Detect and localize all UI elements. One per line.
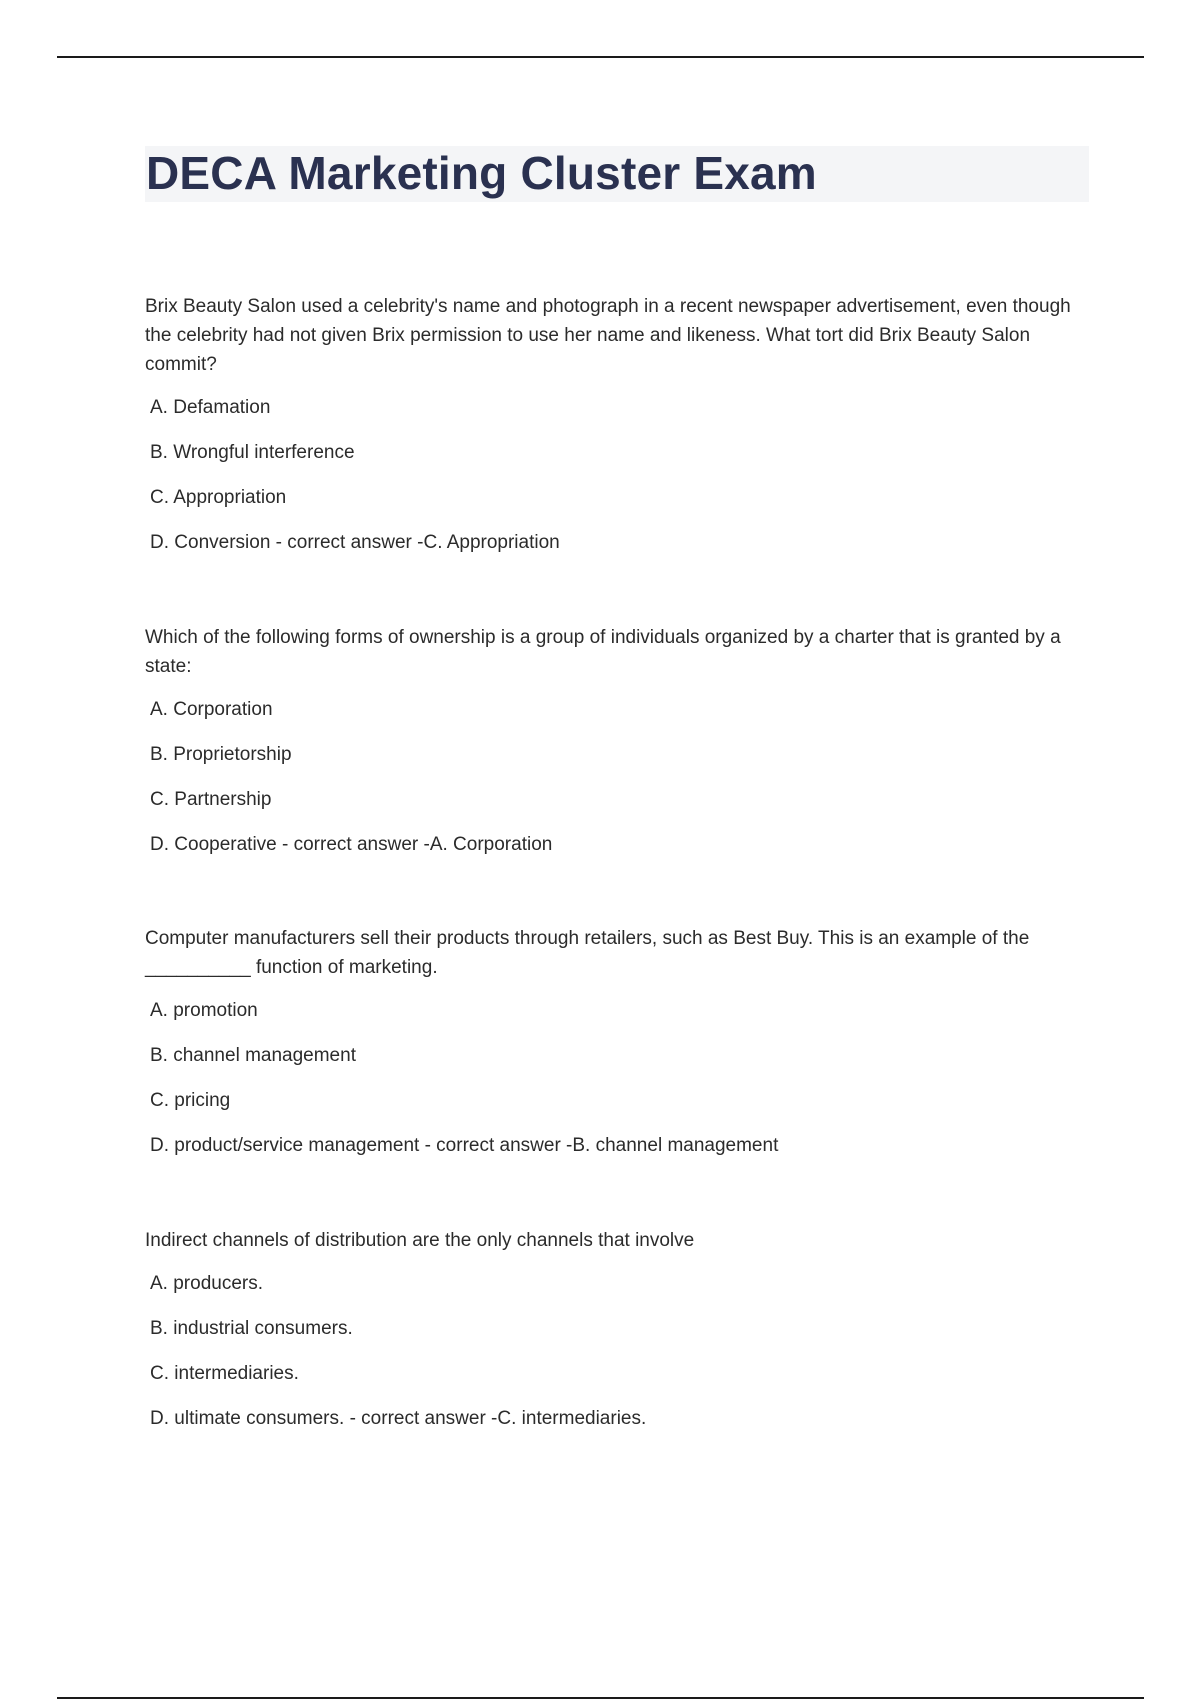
answer-option: B. Proprietorship [150, 744, 292, 765]
answer-option-with-key: D. ultimate consumers. - correct answer -C. intermediaries. [150, 1408, 647, 1429]
answer-option-with-key: D. product/service management - correct answer -B. channel management [150, 1135, 779, 1156]
answer-option: C. Appropriation [150, 487, 287, 508]
answer-options [145, 393, 1080, 557]
answer-options [145, 996, 1080, 1160]
question-stem: Brix Beauty Salon used a celebrity's name and photograph in a recent newspaper advertisement, even though the celebrity had not given Brix permission to use her name and likeness. What tort did Brix Beauty Salon commit? [145, 296, 1071, 375]
answer-option: B. industrial consumers. [150, 1318, 353, 1339]
bottom-divider [57, 1697, 1144, 1699]
answer-option-with-key: D. Conversion - correct answer -C. Appropriation [150, 532, 560, 553]
question-block [145, 1226, 1080, 1433]
answer-option: C. Partnership [150, 789, 272, 810]
question-stem: Which of the following forms of ownership is a group of individuals organized by a charter that is granted by a state: [145, 627, 1061, 677]
top-divider [57, 56, 1144, 58]
answer-option: A. Corporation [150, 699, 273, 720]
answer-option: B. channel management [150, 1045, 356, 1066]
answer-option: C. pricing [150, 1090, 231, 1111]
question-block [145, 292, 1080, 557]
question-block [145, 623, 1080, 859]
answer-option: C. intermediaries. [150, 1363, 299, 1384]
answer-options [145, 695, 1080, 859]
page-title: DECA Marketing Cluster Exam [146, 147, 817, 199]
answer-options [145, 1269, 1080, 1433]
question-stem: Computer manufacturers sell their products through retailers, such as Best Buy. This is an example of the __________ function of marketing. [145, 928, 1030, 978]
question-block [145, 924, 1080, 1160]
answer-option: A. promotion [150, 1000, 258, 1021]
answer-option: A. Defamation [150, 397, 271, 418]
answer-option: B. Wrongful interference [150, 442, 355, 463]
question-stem: Indirect channels of distribution are the only channels that involve [145, 1230, 695, 1251]
answer-option-with-key: D. Cooperative - correct answer -A. Corporation [150, 834, 553, 855]
answer-option: A. producers. [150, 1273, 263, 1294]
